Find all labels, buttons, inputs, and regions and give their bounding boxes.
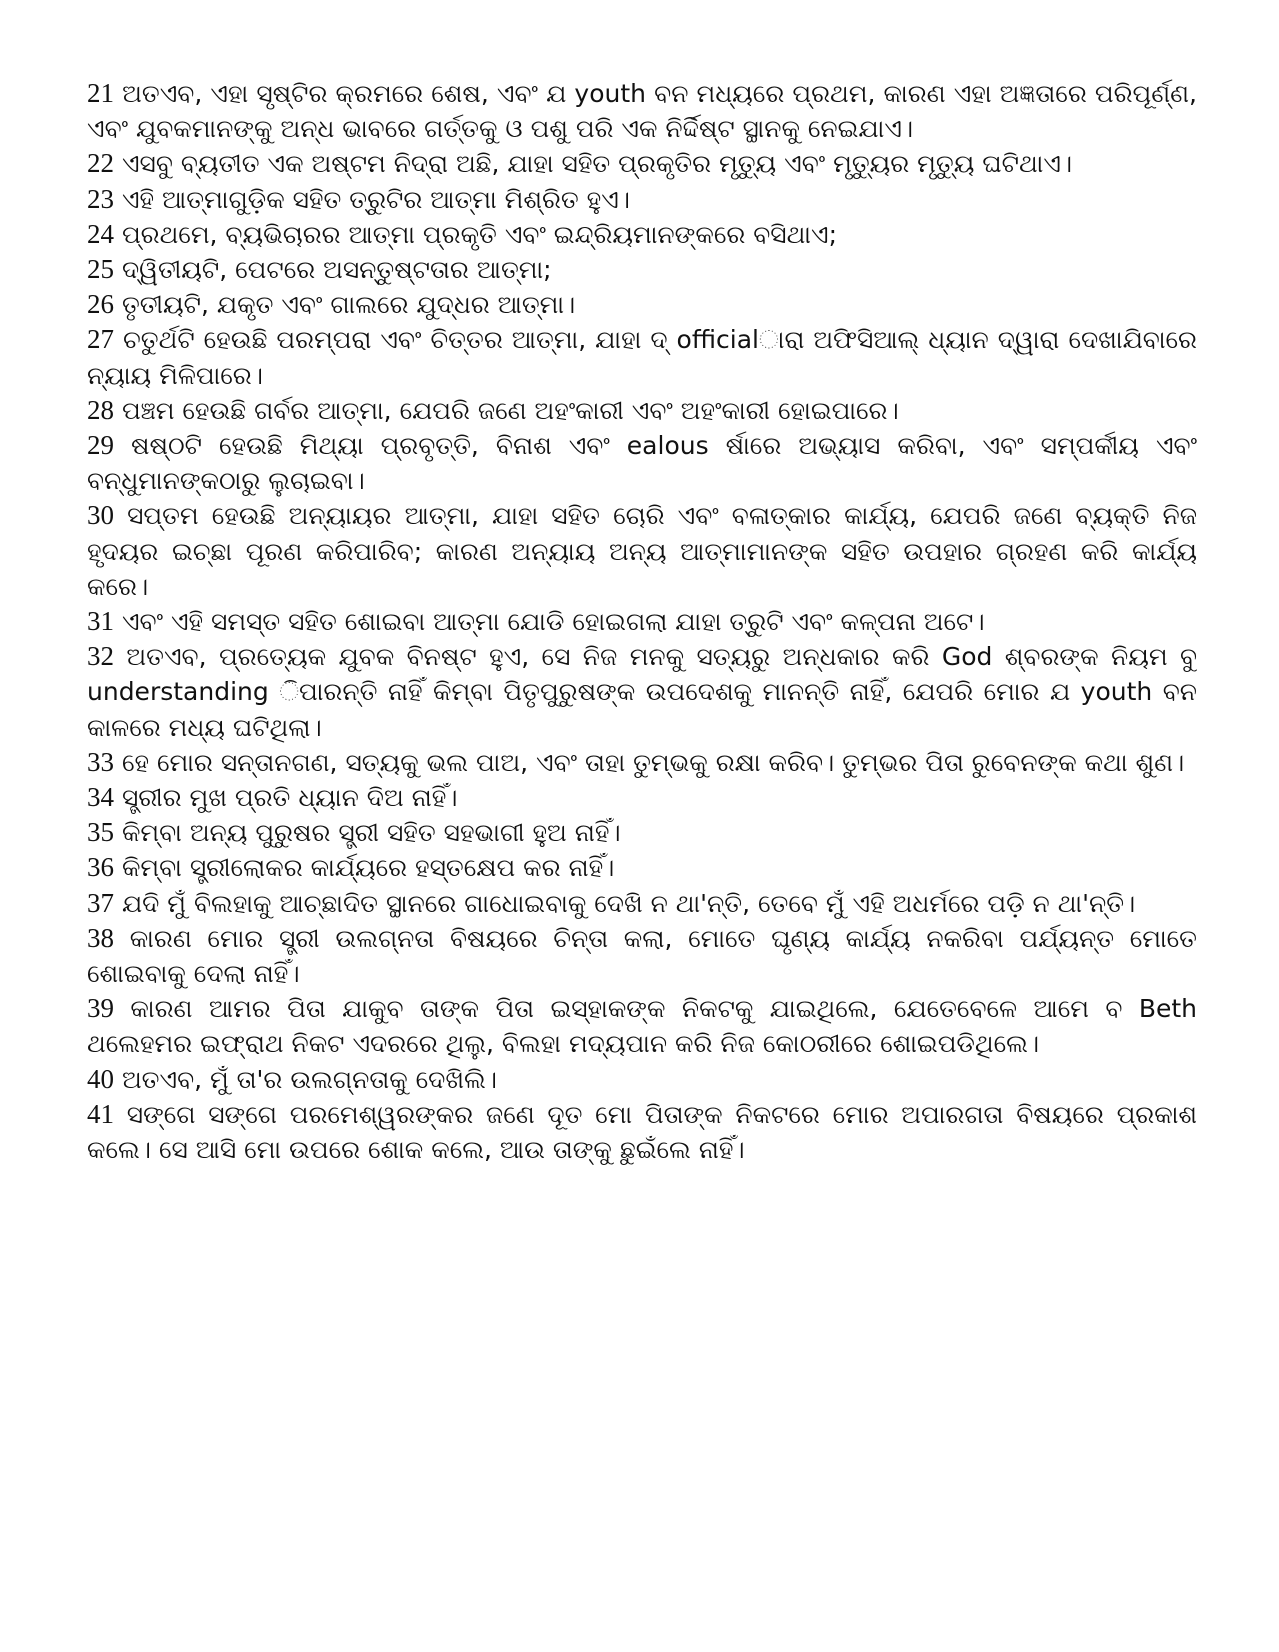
verse-text: ଏହି ଆତ୍ମାଗୁଡ଼ିକ ସହିତ ତ୍ରୁଟିର ଆତ୍ମା ମିଶ୍ରିତ ହୁଏ।	[121, 184, 631, 214]
verse-text: ଏବଂ ଏହି ସମସ୍ତ ସହିତ ଶୋଇବା ଆତ୍ମା ଯୋଡି ହୋଇଗଲା ଯାହା ତ୍ରୁଟି ଏବଂ କଳ୍ପନା ଅଟେ।	[121, 607, 985, 637]
verse-29	[87, 428, 1197, 498]
verse-40	[87, 1062, 1197, 1097]
verse-number: 37	[87, 887, 114, 918]
verse-text: କିମ୍ବା ଅନ୍ୟ ପୁରୁଷର ସ୍ତ୍ରୀ ସହିତ ସହଭାଗୀ ହୁଅ ନାହିଁ।	[121, 818, 621, 848]
verse-text: କାରଣ ଆମର ପିତା ଯାକୁବ ତାଙ୍କ ପିତା ଇସ୍ହାକଙ୍କ ନିକଟକୁ ଯାଇଥିଲେ, ଯେତେବେଳେ ଆମେ ବ Beth ଥଲେହମର ଇଫ୍ରାଥ ନିକଟ ଏଦରରେ ଥିଲୁ, ବିଲହା ମଦ୍ୟପାନ କରି ନିଜ କୋଠରୀରେ ଶୋଇପଡିଥିଲେ।	[87, 994, 1197, 1059]
verse-number: 40	[87, 1063, 114, 1094]
verse-text: ସଙ୍ଗେ ସଙ୍ଗେ ପରମେଶ୍ୱରଙ୍କର ଜଣେ ଦୂତ ମୋ ପିତାଙ୍କ ନିକଟରେ ମୋର ଅପାରଗତା ବିଷୟରେ ପ୍ରକାଶ କଲେ। ସେ ଆସି ମୋ ଉପରେ ଶୋକ କଲେ, ଆଉ ତାଙ୍କୁ ଛୁଇଁଲେ ନାହିଁ।	[87, 1099, 1197, 1165]
verse-39	[87, 991, 1197, 1061]
verse-22	[87, 146, 1197, 181]
verse-32	[87, 639, 1197, 745]
verse-number: 30	[87, 500, 114, 531]
verse-number: 27	[87, 324, 114, 355]
verse-25	[87, 252, 1197, 287]
verse-number: 23	[87, 183, 114, 214]
verse-38	[87, 921, 1197, 991]
verse-number: 31	[87, 606, 114, 637]
verse-23	[87, 182, 1197, 217]
verse-number: 28	[87, 394, 114, 425]
verse-number: 32	[87, 641, 114, 672]
verse-number: 22	[87, 148, 114, 179]
verse-28	[87, 393, 1197, 428]
verse-text: ଏସବୁ ବ୍ୟତୀତ ଏକ ଅଷ୍ଟମ ନିଦ୍ରା ଅଛି, ଯାହା ସହିତ ପ୍ରକୃତିର ମୃତ୍ୟୁ ଏବଂ ମୃତ୍ୟୁର ମୃତ୍ୟୁ ଘଟିଥାଏ।	[121, 149, 1073, 179]
verse-33	[87, 745, 1197, 780]
verse-36	[87, 850, 1197, 885]
verse-number: 33	[87, 746, 114, 777]
verse-number: 29	[87, 430, 114, 461]
verse-text: ଅତଏବ, ଏହା ସୃଷ୍ଟିର କ୍ରମରେ ଶେଷ, ଏବଂ ଯ youth ବନ ମଧ୍ୟରେ ପ୍ରଥମ, କାରଣ ଏହା ଅଜ୍ଞତାରେ ପରିପୂର୍ଣ୍ଣ, ଏବଂ ଯୁବକମାନଙ୍କୁ ଅନ୍ଧ ଭାବରେ ଗର୍ତ୍ତକୁ ଓ ପଶୁ ପରି ଏକ ନିର୍ଦ୍ଦିଷ୍ଟ ସ୍ଥାନକୁ ନେଇଯାଏ।	[87, 79, 1197, 144]
verse-37	[87, 886, 1197, 921]
verse-text: ଷଷ୍ଠଟି ହେଉଛି ମିଥ୍ୟା ପ୍ରବୃତ୍ତି, ବିନାଶ ଏବଂ ealous ର୍ଷାରେ ଅଭ୍ୟାସ କରିବା, ଏବଂ ସମ୍ପର୍କୀୟ ଏବଂ ବନ୍ଧୁମାନଙ୍କଠାରୁ ଲୁଚାଇବା।	[87, 431, 1197, 496]
verse-text: ଅତଏବ, ମୁଁ ତା'ର ଉଲଗ୍ନତାକୁ ଦେଖିଲି।	[121, 1064, 498, 1094]
verse-text: ଚତୁର୍ଥଟି ହେଉଛି ପରମ୍ପରା ଏବଂ ଚିତ୍ତର ଆତ୍ମା, ଯାହା ଦ୍ officialାରା ଅଫିସିଆଲ୍ ଧ୍ୟାନ ଦ୍ୱାରା ଦେଖାଯିବାରେ ନ୍ୟାୟ ମିଳିପାରେ।	[87, 325, 1197, 390]
verse-41	[87, 1097, 1197, 1167]
verse-number: 38	[87, 922, 114, 953]
verse-number: 26	[87, 289, 114, 320]
verse-number: 41	[87, 1098, 114, 1129]
verse-34	[87, 780, 1197, 815]
verse-number: 34	[87, 782, 114, 813]
verse-24	[87, 217, 1197, 252]
verse-text: କିମ୍ବା ସ୍ତ୍ରୀଲୋକର କାର୍ଯ୍ୟରେ ହସ୍ତକ୍ଷେପ କର ନାହିଁ।	[121, 853, 615, 883]
verse-text: ଅତଏବ, ପ୍ରତ୍ୟେକ ଯୁବକ ବିନଷ୍ଟ ହୁଏ, ସେ ନିଜ ମନକୁ ସତ୍ୟରୁ ଅନ୍ଧକାର କରି God ଶ୍ବରଙ୍କ ନିୟମ ବୁ understanding ିପାରନ୍ତି ନାହିଁ କିମ୍ବା ପିତୃପୁରୁଷଙ୍କ ଉପଦେଶକୁ ମାନନ୍ତି ନାହିଁ, ଯେପରି ମୋର ଯ youth ବନ କାଳରେ ମଧ୍ୟ ଘଟିଥିଲା।	[87, 642, 1197, 742]
verse-text: ସ୍ତ୍ରୀର ମୁଖ ପ୍ରତି ଧ୍ୟାନ ଦିଅ ନାହିଁ।	[121, 783, 458, 813]
verse-number: 35	[87, 817, 114, 848]
verse-list	[87, 76, 1197, 1167]
verse-text: ପଞ୍ଚମ ହେଉଛି ଗର୍ବର ଆତ୍ମା, ଯେପରି ଜଣେ ଅହଂକାରୀ ଏବଂ ଅହଂକାରୀ ହୋଇପାରେ।	[121, 395, 899, 425]
verse-27	[87, 322, 1197, 392]
verse-number: 39	[87, 993, 114, 1024]
verse-21	[87, 76, 1197, 146]
verse-number: 21	[87, 78, 114, 108]
verse-number: 36	[87, 852, 114, 883]
verse-text: ପ୍ରଥମେ, ବ୍ୟଭିଚାରର ଆତ୍ମା ପ୍ରକୃତି ଏବଂ ଇନ୍ଦ୍ରିୟମାନଙ୍କରେ ବସିଥାଏ;	[121, 219, 838, 249]
verse-text: ତୃତୀୟଟି, ଯକୃତ ଏବଂ ଗାଲରେ ଯୁଦ୍ଧର ଆତ୍ମା।	[121, 290, 576, 320]
verse-number: 24	[87, 218, 114, 249]
verse-text: ଯଦି ମୁଁ ବିଲହାକୁ ଆଚ୍ଛାଦିତ ସ୍ଥାନରେ ଗାଧୋଇବାକୁ ଦେଖି ନ ଥା'ନ୍ତି, ତେବେ ମୁଁ ଏହି ଅଧର୍ମରେ ପଡ଼ି ନ ଥା'ନ୍ତି।	[121, 888, 1136, 918]
verse-text: ହେ ମୋର ସନ୍ତାନଗଣ, ସତ୍ୟକୁ ଭଲ ପାଅ, ଏବଂ ତାହା ତୁମ୍ଭକୁ ରକ୍ଷା କରିବ। ତୁମ୍ଭର ପିତା ରୁବେନଙ୍କ କଥା ଶୁଣ।	[121, 747, 1185, 777]
verse-26	[87, 287, 1197, 322]
verse-35	[87, 815, 1197, 850]
verse-30	[87, 498, 1197, 604]
verse-number: 25	[87, 254, 114, 285]
verse-text: ସପ୍ତମ ହେଉଛି ଅନ୍ୟାୟର ଆତ୍ମା, ଯାହା ସହିତ ଚୋରି ଏବଂ ବଳାତ୍କାର କାର୍ଯ୍ୟ, ଯେପରି ଜଣେ ବ୍ୟକ୍ତି ନିଜ ହୃଦୟର ଇଚ୍ଛା ପୂରଣ କରିପାରିବ; କାରଣ ଅନ୍ୟାୟ ଅନ୍ୟ ଆତ୍ମାମାନଙ୍କ ସହିତ ଉପହାର ଗ୍ରହଣ କରି କାର୍ଯ୍ୟ କରେ।	[87, 501, 1197, 601]
verse-31	[87, 604, 1197, 639]
verse-text: କାରଣ ମୋର ସ୍ତ୍ରୀ ଉଲଗ୍ନତା ବିଷୟରେ ଚିନ୍ତା କଲା, ମୋତେ ଘୃଣ୍ୟ କାର୍ଯ୍ୟ ନକରିବା ପର୍ଯ୍ୟନ୍ତ ମୋତେ ଶୋଇବାକୁ ଦେଲା ନାହିଁ।	[87, 923, 1197, 989]
verse-text: ଦ୍ୱିତୀୟଟି, ପେଟରେ ଅସନ୍ତୁଷ୍ଟତାର ଆତ୍ମା;	[121, 255, 552, 285]
